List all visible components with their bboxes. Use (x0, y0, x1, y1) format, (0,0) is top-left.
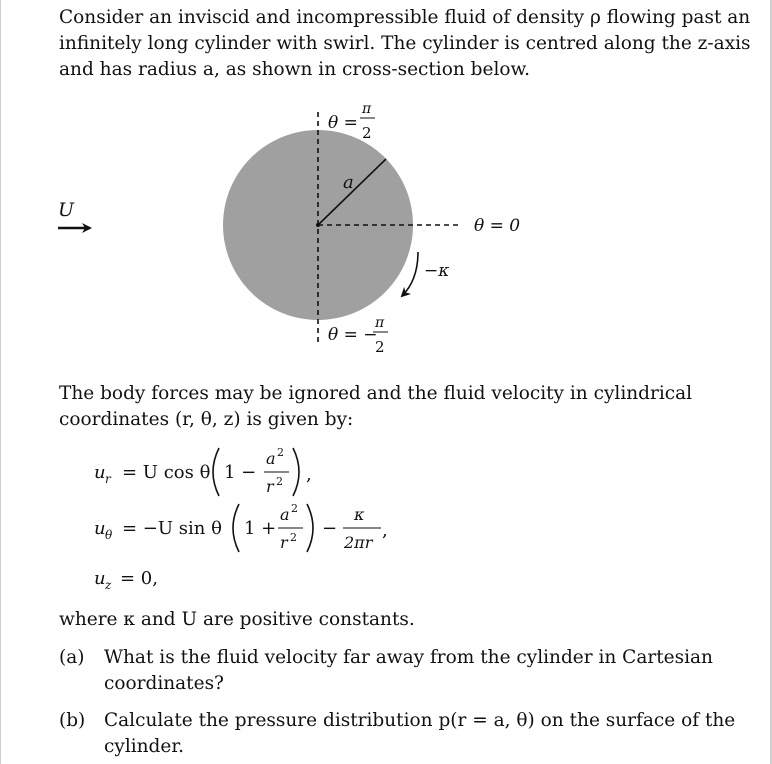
ut-one-plus: 1 + (244, 518, 277, 539)
centre-point (316, 223, 320, 227)
velocity-intro-line-1: The body forces may be ignored and the fluid velocity in cylindrical (59, 383, 693, 404)
flow-speed-label: U (58, 199, 75, 221)
ut-frac-num: a (280, 505, 290, 524)
question-b-line-2: cylinder. (104, 736, 185, 757)
top-angle-num: π (362, 101, 372, 117)
ut-symbol: u (94, 518, 106, 539)
ut-minus: − (322, 518, 338, 539)
ur-frac-num: a (266, 449, 276, 468)
question-b-text (104, 708, 735, 760)
top-angle-den: 2 (362, 124, 372, 142)
ut-right-paren (307, 504, 313, 552)
ur-frac-num-sup: 2 (277, 446, 284, 459)
velocity-intro-line-2: coordinates (r, θ, z) is given by: (59, 409, 354, 430)
ur-symbol: u (94, 462, 106, 483)
intro-line-2: infinitely long cylinder with swirl. The cylinder is centred along the z-axis (59, 33, 751, 54)
ut-rhs: = −U sin θ (122, 518, 222, 539)
question-a-text (104, 645, 713, 697)
bottom-angle-num: π (375, 315, 385, 331)
ut-frac-den-sup: 2 (290, 531, 297, 544)
ut-comma: , (382, 520, 388, 541)
ur-rhs: = U cos θ (122, 462, 211, 483)
question-a-line-2: coordinates? (104, 673, 224, 694)
ur-right-paren (293, 448, 299, 496)
uz-subscript: z (105, 578, 112, 592)
question-b-line-1: Calculate the pressure distribution p(r = a, θ) on the surface of the (104, 710, 736, 731)
ut-kappa-num: κ (354, 505, 365, 524)
bottom-angle-lhs: θ = − (328, 325, 378, 345)
ur-frac-den: r (266, 477, 274, 496)
question-b-label: (b) (59, 710, 86, 731)
ur-subscript: r (105, 472, 111, 486)
velocity-equations (0, 430, 772, 600)
zero-angle-label: θ = 0 (474, 216, 521, 236)
ur-left-paren (213, 448, 219, 496)
constants-note (59, 607, 415, 633)
constants-note-text: where κ and U are positive constants. (59, 609, 415, 630)
uz-symbol: u (94, 568, 106, 589)
ut-subscript: θ (105, 528, 113, 542)
question-a-label: (a) (59, 647, 85, 668)
cylinder-figure (0, 0, 772, 370)
ur-frac-den-sup: 2 (276, 475, 283, 488)
question-a-line-1: What is the fluid velocity far away from the cylinder in Cartesian (104, 647, 713, 668)
intro-line-3: and has radius a, as shown in cross-section below. (59, 59, 531, 80)
ur-one-minus: 1 − (224, 462, 257, 483)
intro-line-1: Consider an inviscid and incompressible fluid of density ρ flowing past an (59, 7, 751, 28)
top-angle-lhs: θ = (328, 113, 358, 133)
uz-rhs: = 0, (120, 568, 158, 589)
ut-left-paren (233, 504, 239, 552)
ut-kappa-den: 2πr (344, 533, 373, 552)
radius-label: a (343, 172, 354, 193)
swirl-label: −κ (424, 261, 450, 281)
ut-frac-num-sup: 2 (291, 502, 298, 515)
ur-comma: , (306, 464, 312, 485)
velocity-intro-paragraph (59, 381, 692, 433)
bottom-angle-den: 2 (375, 338, 385, 356)
ut-frac-den: r (280, 533, 288, 552)
